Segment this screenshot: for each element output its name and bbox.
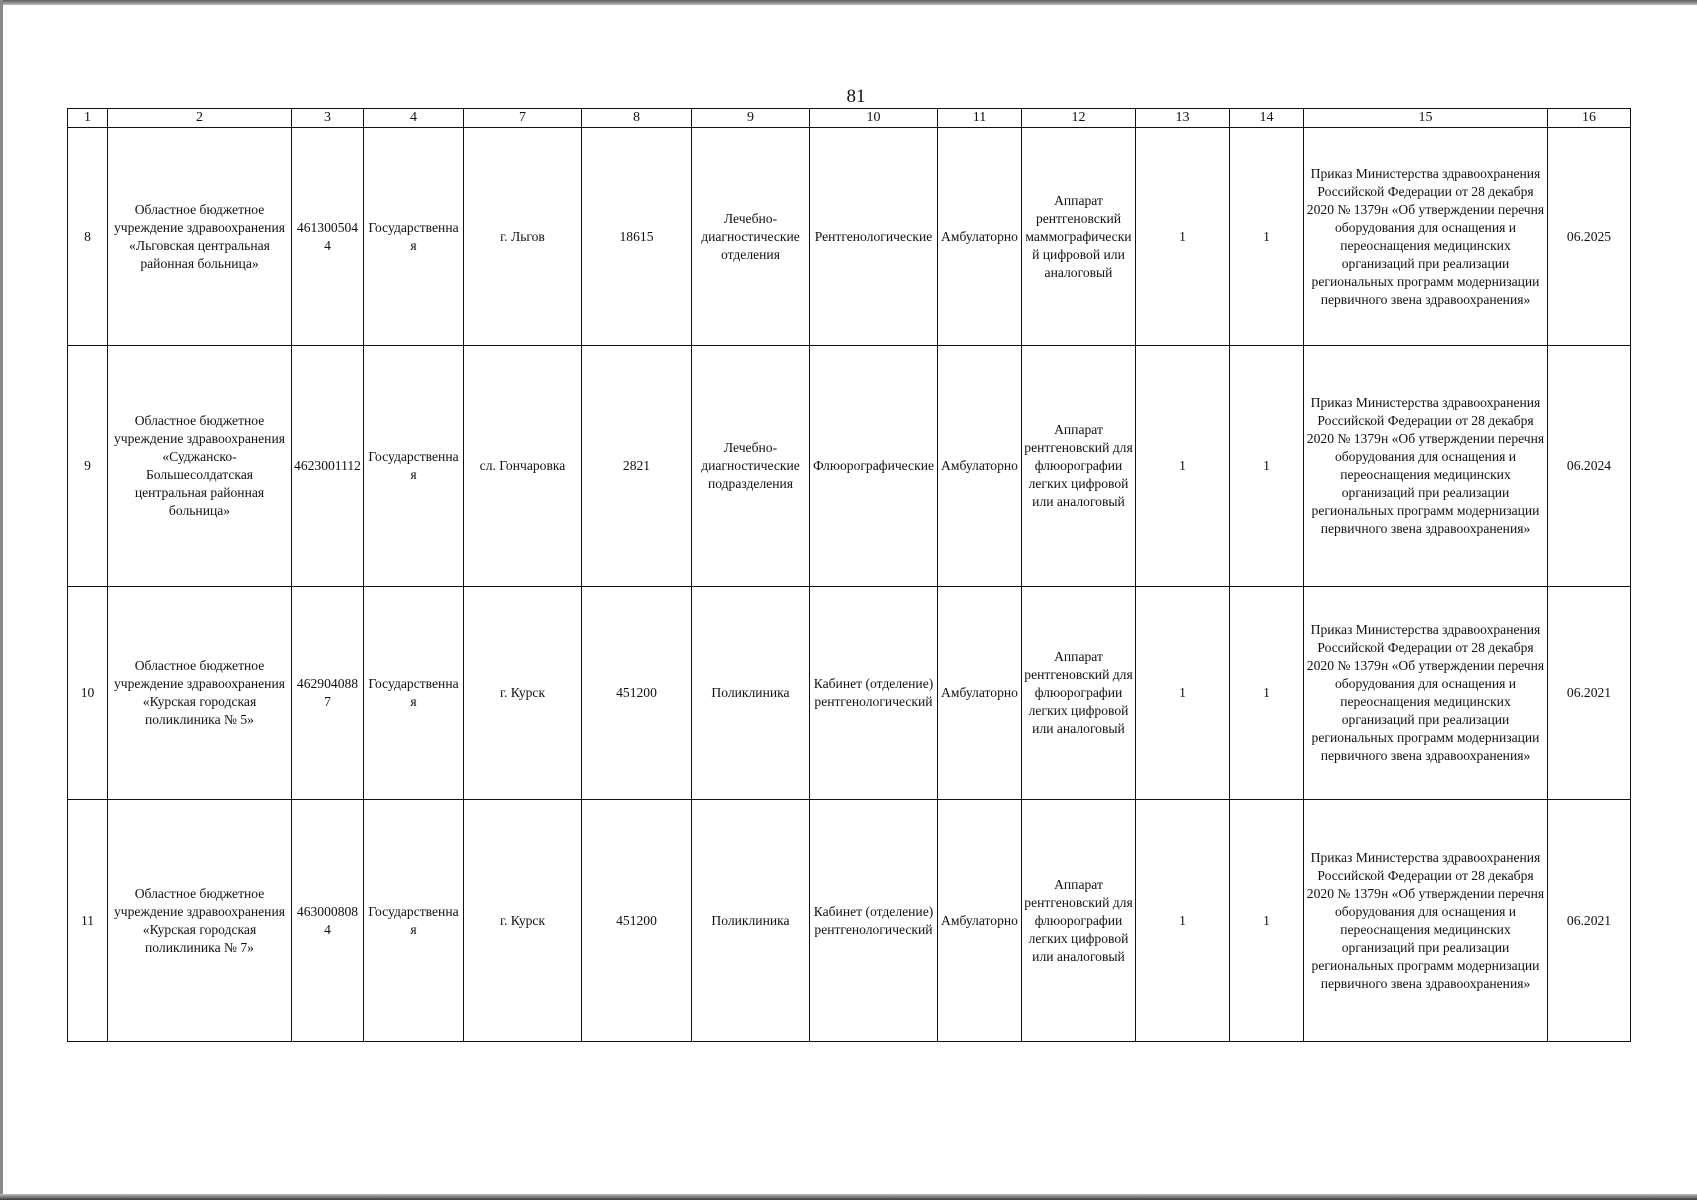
column-header: 2 [108,109,292,128]
department-cell: Лечебно-диагностические отделения [692,128,810,346]
scan-border-left [0,0,3,1200]
equipment-cell: Аппарат рентгеновский для флюорографии легких цифровой или аналоговый [1022,346,1136,587]
table-row [68,800,1631,1042]
institution-cell: Областное бюджетное учреждение здравоохранения «Курская городская поликлиника № 5» [108,587,292,800]
table-row [68,346,1631,587]
legal-basis-cell: Приказ Министерства здравоохранения Российской Федерации от 28 декабря 2020 № 1379н «Об утверждении перечня оборудования для оснащения и переоснащения медицинских организаций при реализации региональных программ модернизации первичного звена здравоохранения» [1304,587,1548,800]
code-cell: 4629040887 [292,587,364,800]
population-cell: 451200 [582,587,692,800]
care-type-cell: Амбулаторно [938,800,1022,1042]
count-cell: 1 [1230,128,1304,346]
date-cell: 06.2021 [1548,800,1631,1042]
column-header: 12 [1022,109,1136,128]
column-header: 16 [1548,109,1631,128]
date-cell: 06.2021 [1548,587,1631,800]
code-cell: 4623001112 [292,346,364,587]
row-number-cell: 11 [68,800,108,1042]
equipment-cell: Аппарат рентгеновский для флюорографии легких цифровой или аналоговый [1022,587,1136,800]
population-cell: 18615 [582,128,692,346]
count-cell: 1 [1230,587,1304,800]
care-type-cell: Амбулаторно [938,346,1022,587]
count-cell: 1 [1136,346,1230,587]
ownership-cell: Государственная [364,800,464,1042]
unit-cell: Кабинет (отделение) рентгенологический [810,800,938,1042]
scan-border-bottom [0,1194,1697,1200]
row-number-cell: 9 [68,346,108,587]
locality-cell: г. Курск [464,800,582,1042]
unit-cell: Флюорографические [810,346,938,587]
column-header: 9 [692,109,810,128]
legal-basis-cell: Приказ Министерства здравоохранения Российской Федерации от 28 декабря 2020 № 1379н «Об утверждении перечня оборудования для оснащения и переоснащения медицинских организаций при реализации региональных программ модернизации первичного звена здравоохранения» [1304,346,1548,587]
count-cell: 1 [1136,587,1230,800]
locality-cell: г. Льгов [464,128,582,346]
row-number-cell: 8 [68,128,108,346]
institution-cell: Областное бюджетное учреждение здравоохранения «Льговская центральная районная больница» [108,128,292,346]
locality-cell: г. Курск [464,587,582,800]
column-header: 14 [1230,109,1304,128]
page-number: 81 [846,86,866,107]
locality-cell: сл. Гончаровка [464,346,582,587]
count-cell: 1 [1230,346,1304,587]
ownership-cell: Государственная [364,587,464,800]
count-cell: 1 [1230,800,1304,1042]
date-cell: 06.2024 [1548,346,1631,587]
scan-border-top [0,0,1697,5]
column-header: 15 [1304,109,1548,128]
legal-basis-cell: Приказ Министерства здравоохранения Российской Федерации от 28 декабря 2020 № 1379н «Об утверждении перечня оборудования для оснащения и переоснащения медицинских организаций при реализации региональных программ модернизации первичного звена здравоохранения» [1304,800,1548,1042]
ownership-cell: Государственная [364,346,464,587]
population-cell: 451200 [582,800,692,1042]
unit-cell: Кабинет (отделение) рентгенологический [810,587,938,800]
department-cell: Поликлиника [692,800,810,1042]
column-header: 10 [810,109,938,128]
department-cell: Поликлиника [692,587,810,800]
department-cell: Лечебно-диагностические подразделения [692,346,810,587]
table-row [68,587,1631,800]
equipment-cell: Аппарат рентгеновский для флюорографии легких цифровой или аналоговый [1022,800,1136,1042]
table-row [68,128,1631,346]
column-header: 8 [582,109,692,128]
column-header: 13 [1136,109,1230,128]
legal-basis-cell: Приказ Министерства здравоохранения Российской Федерации от 28 декабря 2020 № 1379н «Об утверждении перечня оборудования для оснащения и переоснащения медицинских организаций при реализации региональных программ модернизации первичного звена здравоохранения» [1304,128,1548,346]
column-header: 11 [938,109,1022,128]
column-header: 4 [364,109,464,128]
date-cell: 06.2025 [1548,128,1631,346]
population-cell: 2821 [582,346,692,587]
equipment-cell: Аппарат рентгеновский маммографический цифровой или аналоговый [1022,128,1136,346]
column-header: 7 [464,109,582,128]
equipment-table [67,108,1631,1042]
column-header: 3 [292,109,364,128]
care-type-cell: Амбулаторно [938,128,1022,346]
unit-cell: Рентгенологические [810,128,938,346]
code-cell: 4630008084 [292,800,364,1042]
column-header: 1 [68,109,108,128]
code-cell: 4613005044 [292,128,364,346]
care-type-cell: Амбулаторно [938,587,1022,800]
count-cell: 1 [1136,800,1230,1042]
ownership-cell: Государственная [364,128,464,346]
column-number-header-row [68,109,1631,128]
count-cell: 1 [1136,128,1230,346]
institution-cell: Областное бюджетное учреждение здравоохранения «Суджанско-Большесолдатская центральная районная больница» [108,346,292,587]
institution-cell: Областное бюджетное учреждение здравоохранения «Курская городская поликлиника № 7» [108,800,292,1042]
row-number-cell: 10 [68,587,108,800]
